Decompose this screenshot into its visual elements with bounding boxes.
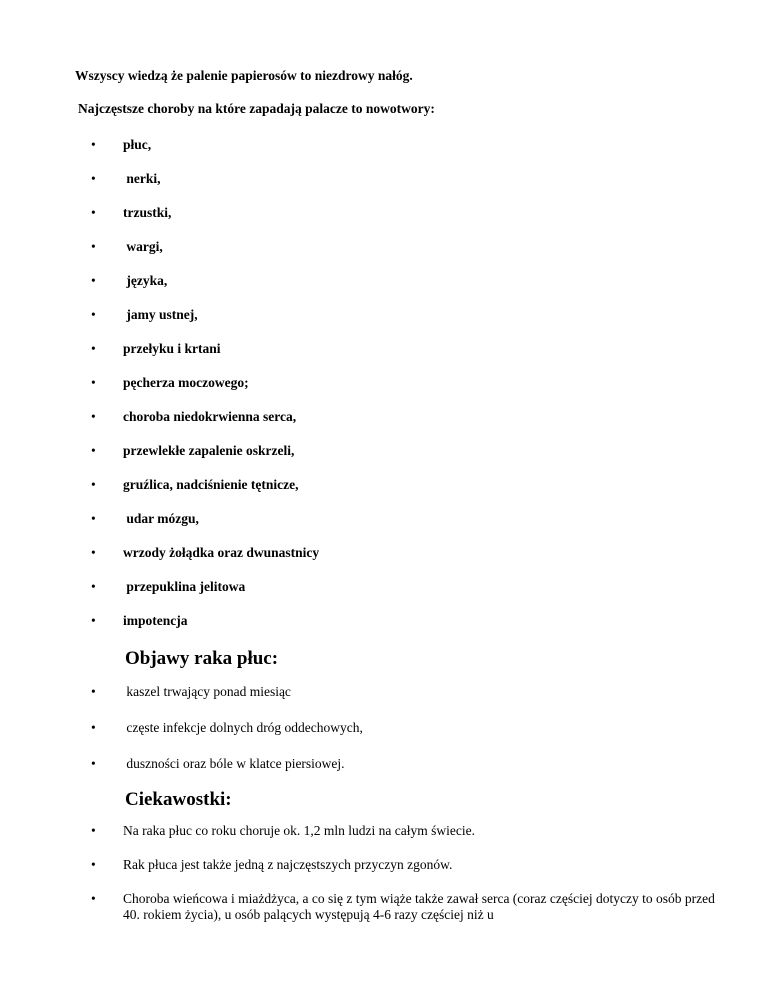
bullet: • [91, 857, 96, 872]
list-item-text: przepuklina jelitowa [123, 579, 246, 594]
bullet: • [91, 756, 96, 771]
bullet: • [91, 273, 96, 288]
bullet: • [91, 239, 96, 254]
list-item-text: Na raka płuc co roku choruje ok. 1,2 mln ludzi na całym świecie. [123, 823, 476, 838]
bullet: • [91, 545, 96, 560]
list-item-text: jamy ustnej, [123, 307, 198, 322]
list-item-text: języka, [123, 273, 168, 288]
list-item-text: gruźlica, nadciśnienie tętnicze, [123, 477, 299, 492]
bullet: • [91, 823, 96, 838]
bullet: • [91, 891, 96, 906]
bullet: • [91, 720, 96, 735]
list-item-text: wrzody żołądka oraz dwunastnicy [123, 545, 320, 560]
facts-heading: Ciekawostki: [125, 789, 232, 810]
bullet: • [91, 375, 96, 390]
list-item-text: pęcherza moczowego; [123, 375, 249, 390]
list-item-text: udar mózgu, [123, 511, 199, 526]
list-item-text: Rak płuca jest także jedną z najczęstszych przyczyn zgonów. [123, 857, 453, 872]
list-item-text: nerki, [123, 171, 161, 186]
bullet: • [91, 579, 96, 594]
bullet: • [91, 409, 96, 424]
bullet: • [91, 205, 96, 220]
list-item-text: przewlekłe zapalenie oskrzeli, [123, 443, 295, 458]
list-item-text: częste infekcje dolnych dróg oddechowych, [123, 720, 363, 735]
list-item-text: płuc, [123, 137, 152, 152]
intro-line-1: Wszyscy wiedzą że palenie papierosów to niezdrowy nałóg. [75, 68, 413, 83]
bullet: • [91, 137, 96, 152]
bullet: • [91, 171, 96, 186]
bullet: • [91, 684, 96, 699]
list-item-text: kaszel trwający ponad miesiąc [123, 684, 291, 699]
list-item-text: przełyku i krtani [123, 341, 221, 356]
bullet: • [91, 341, 96, 356]
list-item-text: impotencja [123, 613, 188, 628]
bullet: • [91, 613, 96, 628]
list-item-text: choroba niedokrwienna serca, [123, 409, 297, 424]
list-item-text: trzustki, [123, 205, 172, 220]
intro-line-2: Najczęstsze choroby na które zapadają palacze to nowotwory: [78, 101, 435, 116]
list-item-text: duszności oraz bóle w klatce piersiowej. [123, 756, 345, 771]
bullet: • [91, 443, 96, 458]
list-item-text: Choroba wieńcowa i miażdżyca, a co się z tym wiąże także zawał serca (coraz częściej dotyczy to osób przed 40. rokiem życia), u osób palących występują 4-6 razy częściej niż u [123, 891, 715, 922]
bullet: • [91, 307, 96, 322]
bullet: • [91, 511, 96, 526]
bullet: • [91, 477, 96, 492]
symptoms-heading: Objawy raka płuc: [125, 648, 279, 669]
list-item-text: wargi, [123, 239, 163, 254]
